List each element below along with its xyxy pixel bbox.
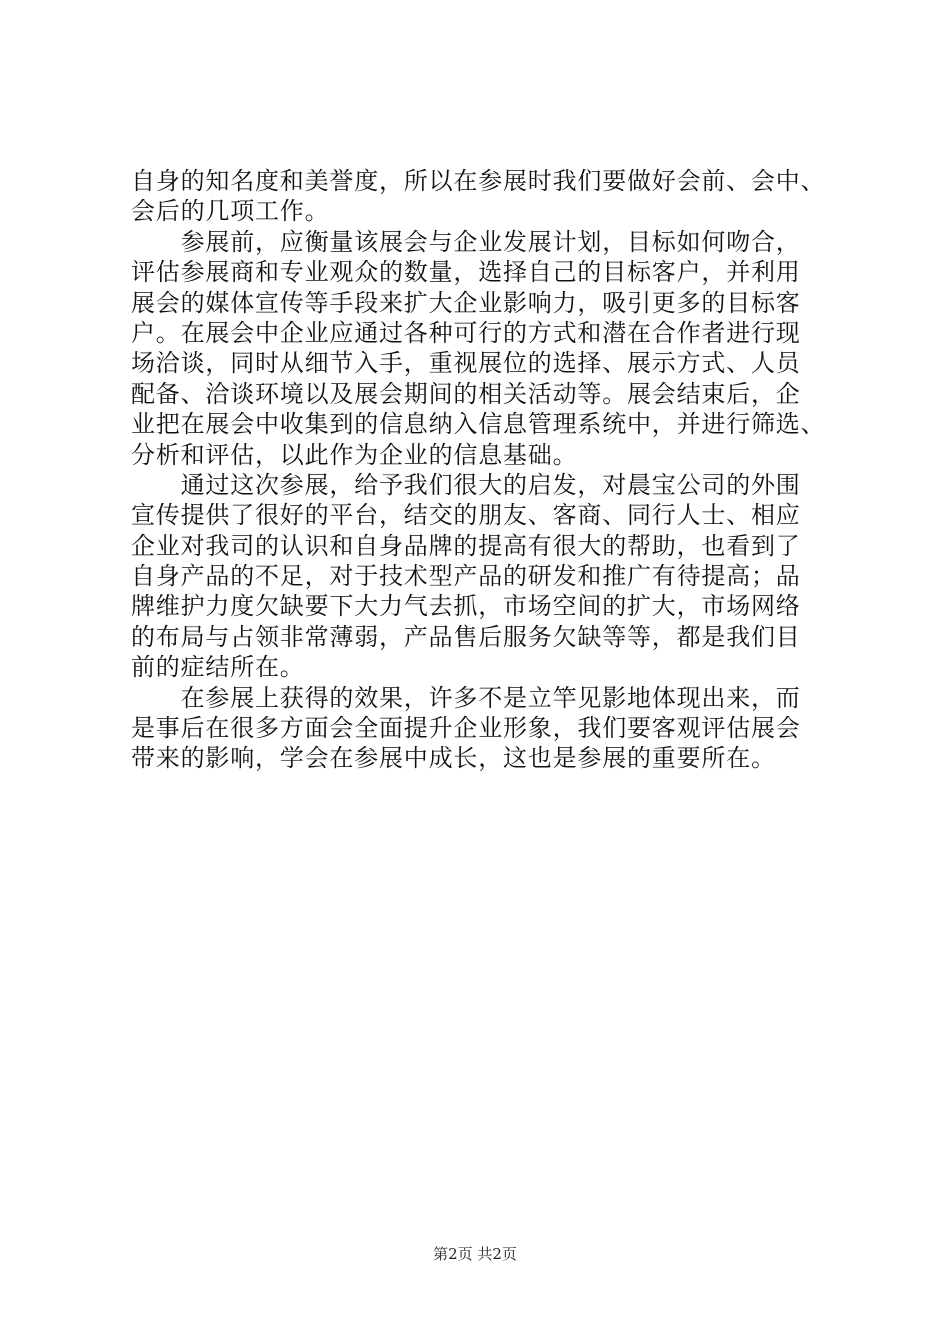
text-line: 参展前，应衡量该展会与企业发展计划，目标如何吻合， [131,227,801,256]
text-line: 业把在展会中收集到的信息纳入信息管理系统中，并进行筛选、 [131,410,826,439]
text-line: 牌维护力度欠缺要下大力气去抓，市场空间的扩大，市场网络 [131,592,801,621]
text-line: 的布局与占领非常薄弱，产品售后服务欠缺等等，都是我们目 [131,622,801,651]
text-line: 场洽谈，同时从细节入手，重视展位的选择、展示方式、人员 [131,349,801,378]
page-footer [0,1244,950,1264]
text-line: 带来的影响，学会在参展中成长，这也是参展的重要所在。 [131,744,776,773]
text-line: 会后的几项工作。 [131,197,330,226]
text-line: 前的症结所在。 [131,653,305,682]
text-line: 自身的知名度和美誉度，所以在参展时我们要做好会前、会中、 [131,167,826,195]
text-line: 展会的媒体宣传等手段来扩大企业影响力，吸引更多的目标客 [131,288,801,317]
text-line: 户。在展会中企业应通过各种可行的方式和潜在合作者进行现 [131,318,801,347]
text-line: 通过这次参展，给予我们很大的启发，对晨宝公司的外围 [131,470,801,499]
text-line: 在参展上获得的效果，许多不是立竿见影地体现出来，而 [131,683,801,712]
text-line: 是事后在很多方面会全面提升企业形象，我们要客观评估展会 [131,714,801,743]
text-line: 配备、洽谈环境以及展会期间的相关活动等。展会结束后，企 [131,379,801,408]
page-number-label: 第2页 共2页 [433,1245,517,1263]
text-line: 自身产品的不足，对于技术型产品的研发和推广有待提高；品 [131,562,801,591]
text-line: 企业对我司的认识和自身品牌的提高有很大的帮助，也看到了 [131,531,801,560]
text-line: 分析和评估，以此作为企业的信息基础。 [131,440,578,469]
text-line: 宣传提供了很好的平台，结交的朋友、客商、同行人士、相应 [131,501,801,530]
body-text [131,166,831,774]
text-line: 评估参展商和专业观众的数量，选择自己的目标客户，并利用 [131,258,801,287]
